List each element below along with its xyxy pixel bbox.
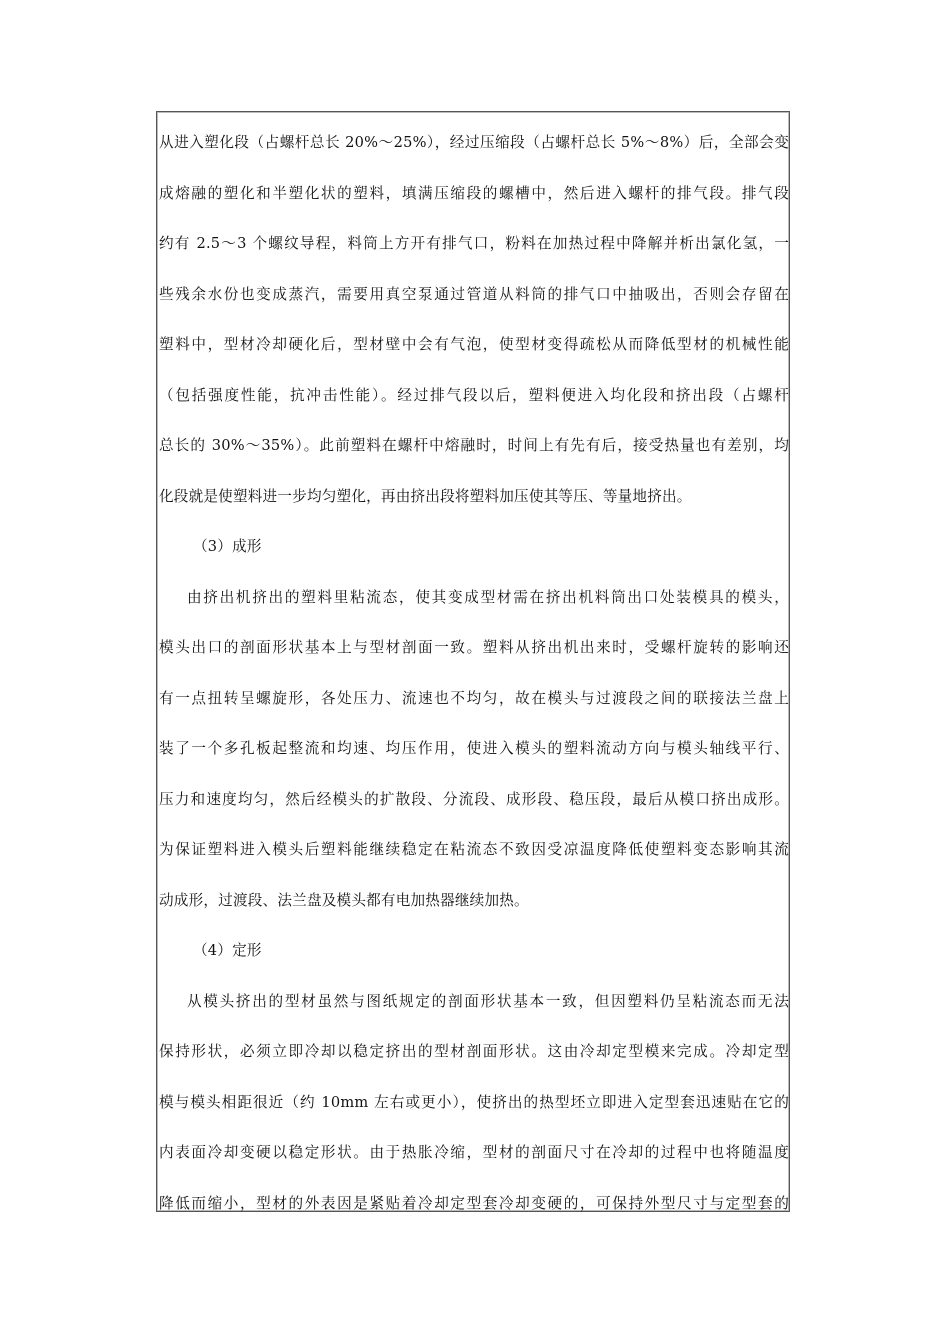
text-line: 从进入塑化段（占螺杆总长 20%～25%），经过压缩段（占螺杆总长 5%～8%）后，全部会变 bbox=[159, 134, 789, 151]
text-line: （包括强度性能，抗冲击性能）。经过排气段以后，塑料便进入均化段和挤出段（占螺杆 bbox=[159, 386, 789, 404]
text-line: 内表面冷却变硬以稳定形状。由于热胀冷缩，型材的剖面尺寸在冷却的过程中也将随温度 bbox=[159, 1144, 789, 1161]
text-line: 降低而缩小，型材的外表因是紧贴着冷却定型套冷却变硬的，可保持外型尺寸与定型套的 bbox=[159, 1194, 789, 1212]
text-line: 些残余水份也变成蒸汽，需要用真空泵通过管道从料筒的排气口中抽吸出，否则会存留在 bbox=[159, 285, 789, 303]
text-line: 成熔融的塑化和半塑化状的塑料，填满压缩段的螺槽中，然后进入螺杆的排气段。排气段 bbox=[159, 184, 789, 202]
text-line: 保持形状，必须立即冷却以稳定挤出的型材剖面形状。这由冷却定型模来完成。冷却定型 bbox=[159, 1043, 789, 1060]
text-line: 为保证塑料进入模头后塑料能继续稳定在粘流态不致因受凉温度降低使塑料变态影响其流 bbox=[159, 841, 789, 858]
text-line: 化段就是使塑料进一步均匀塑化，再由挤出段将塑料加压使其等压、等量地挤出。 bbox=[159, 487, 692, 505]
text-line: 约有 2.5～3 个螺纹导程，料筒上方开有排气口，粉料在加热过程中降解并析出氯化氢，一 bbox=[159, 235, 789, 252]
section-heading: （4）定形 bbox=[193, 942, 262, 959]
text-line: 动成形，过渡段、法兰盘及模头都有电加热器继续加热。 bbox=[159, 891, 529, 909]
text-line: 装了一个多孔板起整流和均速、均压作用，使进入模头的塑料流动方向与模头轴线平行、 bbox=[159, 740, 789, 757]
text-line: 模头出口的剖面形状基本上与型材剖面一致。塑料从挤出机出来时，受螺杆旋转的影响还 bbox=[159, 639, 789, 656]
text-frame bbox=[156, 111, 790, 1212]
text-line: 塑料中，型材冷却硬化后，型材壁中会有气泡，使型材变得疏松从而降低型材的机械性能 bbox=[159, 336, 789, 353]
text-line: 压力和速度均匀，然后经模头的扩散段、分流段、成形段、稳压段，最后从模口挤出成形。 bbox=[159, 790, 789, 808]
document-body bbox=[159, 131, 789, 1242]
text-line: 有一点扭转呈螺旋形，各处压力、流速也不均匀，故在模头与过渡段之间的联接法兰盘上 bbox=[159, 689, 789, 707]
section-heading: （3）成形 bbox=[193, 538, 262, 555]
text-line: 由挤出机挤出的塑料里粘流态，使其变成型材需在挤出机料筒出口处装模具的模头， bbox=[187, 588, 789, 606]
text-line: 模与模头相距很近（约 10mm 左右或更小），使挤出的热型坯立即进入定型套迅速贴在它的 bbox=[159, 1093, 789, 1111]
text-line: 总长的 30%～35%）。此前塑料在螺杆中熔融时，时间上有先有后，接受热量也有差别，均 bbox=[159, 437, 789, 454]
text-line: 从模头挤出的型材虽然与图纸规定的剖面形状基本一致，但因塑料仍呈粘流态而无法 bbox=[187, 992, 789, 1010]
